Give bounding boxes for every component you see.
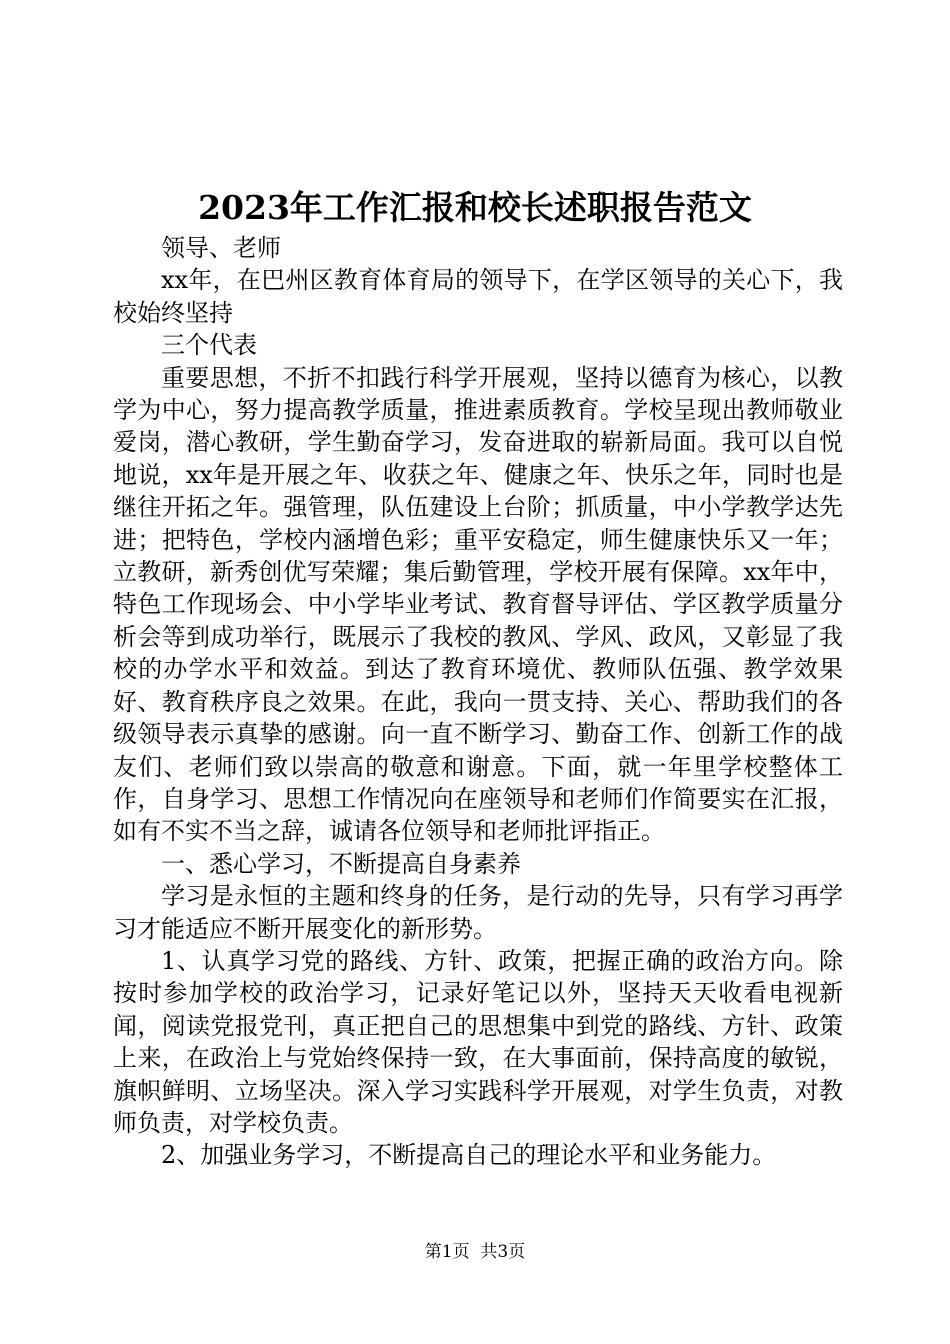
paragraph-summary: 重要思想，不折不扣践行科学开展观，坚持以德育为核心，以教学为中心，努力提高教学质量，推进素质教育。学校呈现出教师敬业爱岗，潜心教研，学生勤奋学习，发奋进取的崭新局面。我可以自悦地说，xx年是开展之年、收获之年、健康之年、快乐之年，同时也是继往开拓之年。强管理，队伍建设上台阶；抓质量，中小学教学达先进；把特色，学校内涵增色彩；重平安稳定，师生健康快乐又一年；立教研，新秀创优写荣耀；集后勤管理，学校开展有保障。xx年中，特色工作现场会、中小学毕业考试、教育督导评估、学区教学质量分析会等到成功举行，既展示了我校的教风、学风、政风，又彰显了我校的办学水平和效益。到达了教育环境优、教师队伍强、教学效果好、教育秩序良之效果。在此，我向一贯支持、关心、帮助我们的各级领导表示真挚的感谢。向一直不断学习、勤奋工作、创新工作的战友们、老师们致以崇高的敬意和谢意。下面，就一年里学校整体工作，自身学习、思想工作情况向在座领导和老师们作简要实在汇报，如有不实不当之辞，诚请各位领导和老师批评指正。 [113, 363, 843, 846]
section-heading-1: 一、悉心学习，不断提高自身素养 [161, 849, 521, 878]
page-footer [0, 1240, 950, 1264]
document-title: 2023年工作汇报和校长述职报告范文 [198, 188, 752, 227]
document-body [113, 232, 843, 1172]
page-total: 共3页 [480, 1242, 526, 1262]
paragraph-item-1: 1、认真学习党的路线、方针、政策，把握正确的政治方向。除按时参加学校的政治学习，记录好笔记以外，坚持天天收看电视新闻，阅读党报党刊，真正把自己的思想集中到党的路线、方针、政策上来，在政治上与党始终保持一致，在大事面前，保持高度的敏锐，旗帜鲜明、立场坚决。深入学习实践科学开展观，对学生负责，对教师负责，对学校负责。 [113, 946, 843, 1137]
paragraph-salutation: 领导、老师 [161, 234, 281, 262]
paragraph-three-represents: 三个代表 [161, 331, 257, 360]
paragraph-intro: xx年，在巴州区教育体育局的领导下，在学区领导的关心下，我校始终坚持 [113, 266, 843, 327]
page-number: 第1页 [424, 1242, 470, 1262]
paragraph-learning: 学习是永恒的主题和终身的任务，是行动的先导，只有学习再学习才能适应不断开展变化的新形势。 [113, 882, 843, 943]
paragraph-item-2: 2、加强业务学习，不断提高自己的理论水平和业务能力。 [161, 1141, 777, 1170]
